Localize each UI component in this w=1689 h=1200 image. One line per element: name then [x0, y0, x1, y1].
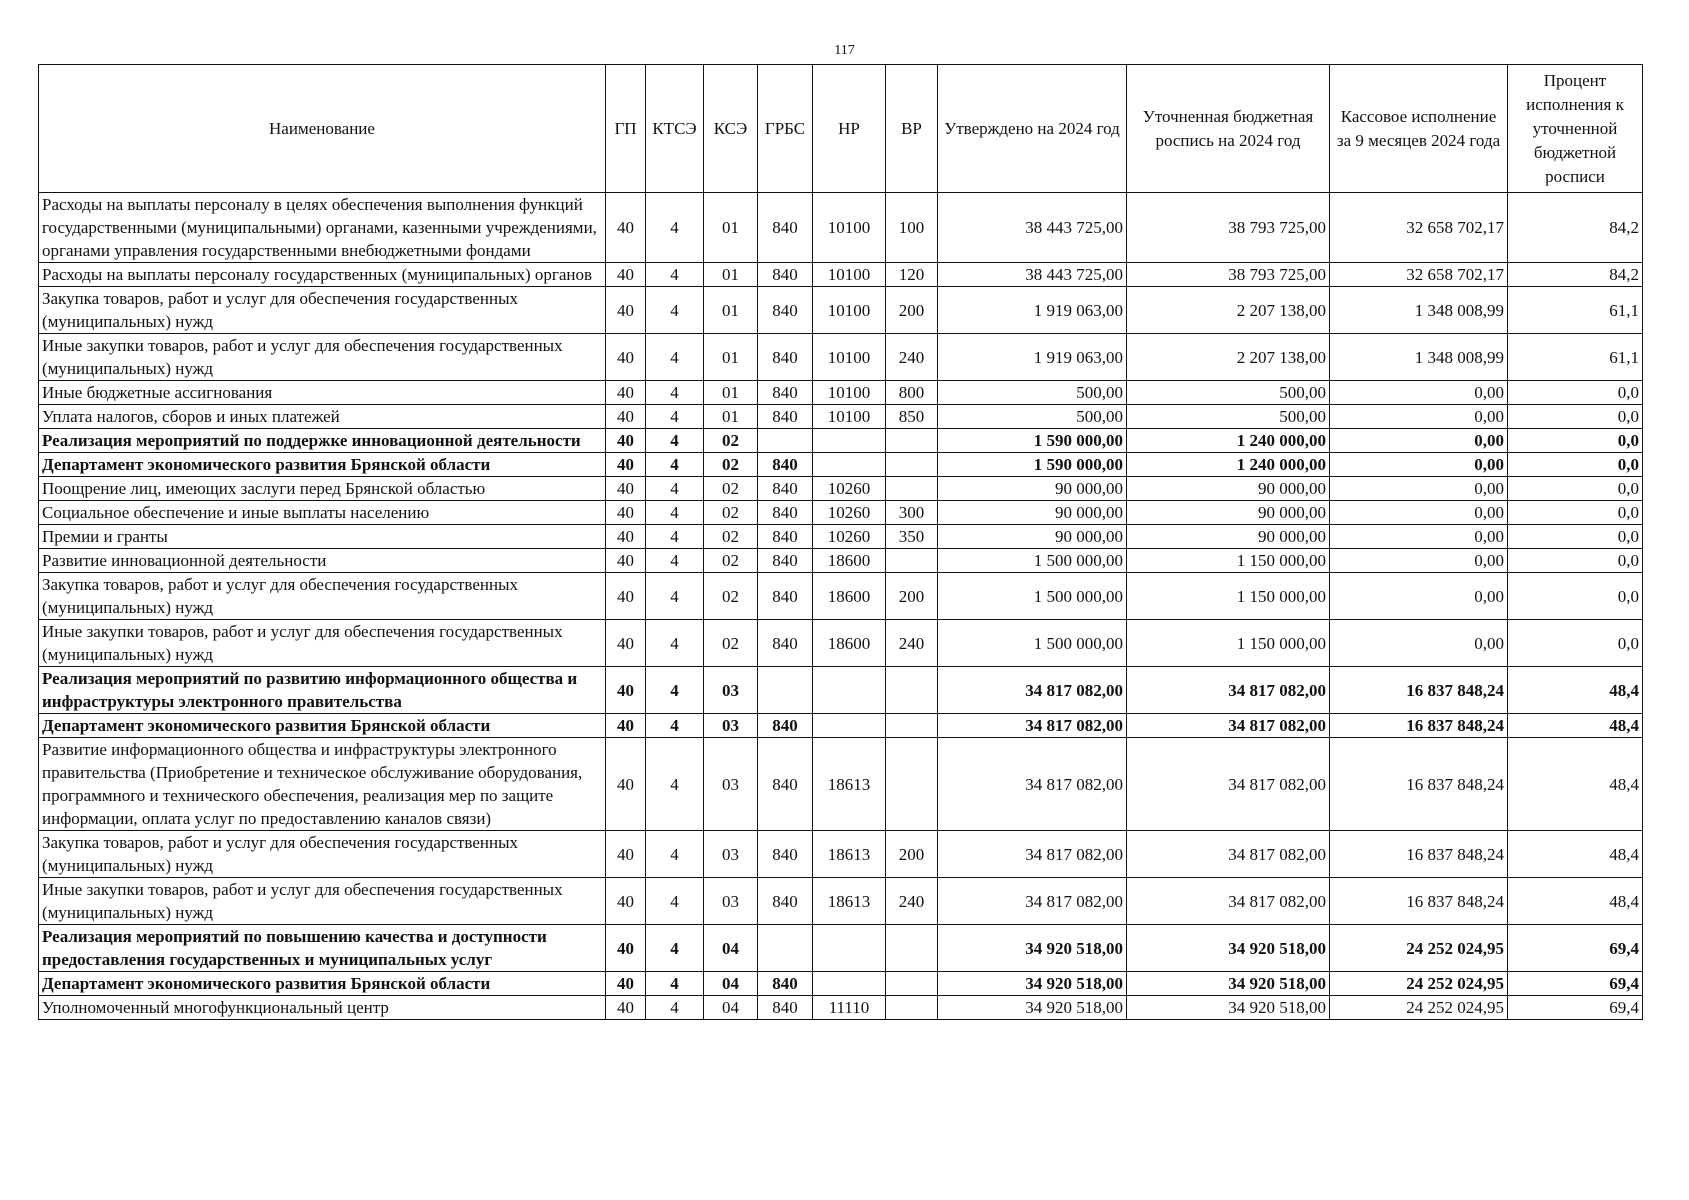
cell-refined: 34 817 082,00 — [1127, 714, 1330, 738]
table-row — [39, 878, 1643, 925]
cell-name: Поощрение лиц, имеющих заслуги перед Брянской областью — [39, 477, 606, 501]
cell-gp: 40 — [606, 972, 646, 996]
cell-refined: 90 000,00 — [1127, 501, 1330, 525]
cell-refined: 500,00 — [1127, 381, 1330, 405]
table-row — [39, 831, 1643, 878]
cell-grbs — [758, 429, 813, 453]
cell-percent: 0,0 — [1508, 405, 1643, 429]
cell-kse: 03 — [704, 738, 758, 831]
cell-approved: 90 000,00 — [938, 477, 1127, 501]
cell-name: Реализация мероприятий по развитию информационного общества и инфраструктуры электронного правительства — [39, 667, 606, 714]
cell-kse: 01 — [704, 381, 758, 405]
cell-vr — [886, 429, 938, 453]
cell-name: Премии и гранты — [39, 525, 606, 549]
cell-approved: 1 919 063,00 — [938, 287, 1127, 334]
cell-approved: 1 500 000,00 — [938, 620, 1127, 667]
cell-gp: 40 — [606, 334, 646, 381]
cell-grbs — [758, 925, 813, 972]
cell-ktse: 4 — [646, 453, 704, 477]
cell-cash: 16 837 848,24 — [1330, 878, 1508, 925]
cell-vr: 100 — [886, 193, 938, 263]
cell-gp: 40 — [606, 429, 646, 453]
cell-gp: 40 — [606, 714, 646, 738]
cell-kse: 01 — [704, 287, 758, 334]
table-row — [39, 738, 1643, 831]
cell-cash: 0,00 — [1330, 573, 1508, 620]
cell-percent: 0,0 — [1508, 453, 1643, 477]
cell-approved: 1 500 000,00 — [938, 573, 1127, 620]
cell-vr — [886, 477, 938, 501]
cell-nr: 10100 — [813, 405, 886, 429]
cell-grbs: 840 — [758, 831, 813, 878]
cell-percent: 84,2 — [1508, 193, 1643, 263]
header-row — [39, 65, 1643, 193]
cell-gp: 40 — [606, 193, 646, 263]
cell-name: Закупка товаров, работ и услуг для обеспечения государственных (муниципальных) нужд — [39, 287, 606, 334]
cell-gp: 40 — [606, 381, 646, 405]
cell-refined: 1 150 000,00 — [1127, 620, 1330, 667]
cell-approved: 1 919 063,00 — [938, 334, 1127, 381]
cell-percent: 69,4 — [1508, 972, 1643, 996]
cell-percent: 0,0 — [1508, 573, 1643, 620]
cell-approved: 34 920 518,00 — [938, 925, 1127, 972]
budget-table — [38, 64, 1643, 1020]
cell-cash: 16 837 848,24 — [1330, 667, 1508, 714]
cell-refined: 2 207 138,00 — [1127, 287, 1330, 334]
cell-kse: 03 — [704, 831, 758, 878]
cell-vr: 850 — [886, 405, 938, 429]
cell-grbs: 840 — [758, 972, 813, 996]
cell-gp: 40 — [606, 878, 646, 925]
cell-grbs: 840 — [758, 878, 813, 925]
cell-approved: 34 817 082,00 — [938, 878, 1127, 925]
table-row — [39, 972, 1643, 996]
cell-gp: 40 — [606, 263, 646, 287]
table-row — [39, 549, 1643, 573]
header-grbs: ГРБС — [758, 65, 813, 193]
cell-ktse: 4 — [646, 714, 704, 738]
cell-nr: 18600 — [813, 573, 886, 620]
cell-approved: 34 817 082,00 — [938, 831, 1127, 878]
cell-kse: 04 — [704, 972, 758, 996]
cell-name: Иные закупки товаров, работ и услуг для обеспечения государственных (муниципальных) нужд — [39, 334, 606, 381]
cell-name: Развитие инновационной деятельности — [39, 549, 606, 573]
cell-nr: 18613 — [813, 738, 886, 831]
cell-grbs: 840 — [758, 263, 813, 287]
cell-approved: 500,00 — [938, 405, 1127, 429]
cell-name: Иные бюджетные ассигнования — [39, 381, 606, 405]
cell-ktse: 4 — [646, 381, 704, 405]
cell-kse: 02 — [704, 620, 758, 667]
cell-percent: 61,1 — [1508, 334, 1643, 381]
cell-gp: 40 — [606, 573, 646, 620]
cell-kse: 04 — [704, 996, 758, 1020]
cell-ktse: 4 — [646, 263, 704, 287]
header-cash: Кассовое исполнение за 9 месяцев 2024 года — [1330, 65, 1508, 193]
cell-grbs: 840 — [758, 996, 813, 1020]
cell-vr: 240 — [886, 620, 938, 667]
cell-refined: 34 817 082,00 — [1127, 831, 1330, 878]
cell-name: Уплата налогов, сборов и иных платежей — [39, 405, 606, 429]
cell-nr: 10260 — [813, 525, 886, 549]
cell-grbs: 840 — [758, 525, 813, 549]
cell-name: Уполномоченный многофункциональный центр — [39, 996, 606, 1020]
cell-percent: 48,4 — [1508, 831, 1643, 878]
cell-approved: 34 817 082,00 — [938, 738, 1127, 831]
cell-vr — [886, 972, 938, 996]
cell-kse: 02 — [704, 501, 758, 525]
cell-cash: 0,00 — [1330, 525, 1508, 549]
header-vr: ВР — [886, 65, 938, 193]
cell-grbs: 840 — [758, 287, 813, 334]
cell-approved: 500,00 — [938, 381, 1127, 405]
cell-refined: 1 150 000,00 — [1127, 549, 1330, 573]
cell-gp: 40 — [606, 667, 646, 714]
cell-grbs — [758, 667, 813, 714]
cell-nr: 18613 — [813, 878, 886, 925]
cell-percent: 0,0 — [1508, 477, 1643, 501]
cell-percent: 0,0 — [1508, 525, 1643, 549]
cell-percent: 0,0 — [1508, 429, 1643, 453]
cell-kse: 02 — [704, 477, 758, 501]
header-percent: Процент исполнения к уточненной бюджетной росписи — [1508, 65, 1643, 193]
cell-kse: 03 — [704, 667, 758, 714]
table-row — [39, 573, 1643, 620]
cell-name: Закупка товаров, работ и услуг для обеспечения государственных (муниципальных) нужд — [39, 573, 606, 620]
cell-ktse: 4 — [646, 667, 704, 714]
cell-approved: 90 000,00 — [938, 525, 1127, 549]
header-refined: Уточненная бюджетная роспись на 2024 год — [1127, 65, 1330, 193]
cell-ktse: 4 — [646, 405, 704, 429]
cell-approved: 1 590 000,00 — [938, 453, 1127, 477]
cell-grbs: 840 — [758, 714, 813, 738]
cell-percent: 48,4 — [1508, 667, 1643, 714]
cell-ktse: 4 — [646, 429, 704, 453]
cell-gp: 40 — [606, 287, 646, 334]
cell-ktse: 4 — [646, 549, 704, 573]
cell-cash: 32 658 702,17 — [1330, 193, 1508, 263]
cell-kse: 01 — [704, 263, 758, 287]
cell-cash: 1 348 008,99 — [1330, 334, 1508, 381]
cell-ktse: 4 — [646, 972, 704, 996]
cell-ktse: 4 — [646, 501, 704, 525]
cell-ktse: 4 — [646, 620, 704, 667]
cell-vr — [886, 453, 938, 477]
table-row — [39, 996, 1643, 1020]
cell-grbs: 840 — [758, 573, 813, 620]
page-number: 117 — [834, 43, 855, 58]
cell-gp: 40 — [606, 501, 646, 525]
cell-nr: 10260 — [813, 477, 886, 501]
cell-vr: 120 — [886, 263, 938, 287]
header-ktse: КТСЭ — [646, 65, 704, 193]
cell-cash: 0,00 — [1330, 429, 1508, 453]
cell-approved: 90 000,00 — [938, 501, 1127, 525]
cell-nr — [813, 714, 886, 738]
cell-vr: 200 — [886, 287, 938, 334]
cell-ktse: 4 — [646, 925, 704, 972]
cell-nr — [813, 453, 886, 477]
cell-kse: 03 — [704, 714, 758, 738]
cell-nr: 10100 — [813, 193, 886, 263]
cell-cash: 24 252 024,95 — [1330, 925, 1508, 972]
cell-refined: 90 000,00 — [1127, 477, 1330, 501]
cell-gp: 40 — [606, 405, 646, 429]
cell-grbs: 840 — [758, 620, 813, 667]
cell-name: Иные закупки товаров, работ и услуг для обеспечения государственных (муниципальных) нужд — [39, 878, 606, 925]
cell-name: Развитие информационного общества и инфраструктуры электронного правительства (Приобретение и техническое обслуживание оборудования, программного и технического обеспечения, реализация мер по защите информации, оплата услуг по предоставлению каналов связи) — [39, 738, 606, 831]
table-row — [39, 193, 1643, 263]
cell-approved: 38 443 725,00 — [938, 263, 1127, 287]
cell-nr: 10100 — [813, 287, 886, 334]
cell-cash: 0,00 — [1330, 501, 1508, 525]
cell-name: Расходы на выплаты персоналу государственных (муниципальных) органов — [39, 263, 606, 287]
cell-kse: 01 — [704, 193, 758, 263]
cell-gp: 40 — [606, 453, 646, 477]
table-row — [39, 381, 1643, 405]
table-row — [39, 334, 1643, 381]
cell-percent: 84,2 — [1508, 263, 1643, 287]
cell-kse: 02 — [704, 573, 758, 620]
cell-percent: 69,4 — [1508, 996, 1643, 1020]
cell-refined: 38 793 725,00 — [1127, 263, 1330, 287]
header-nr: НР — [813, 65, 886, 193]
cell-vr — [886, 714, 938, 738]
cell-approved: 38 443 725,00 — [938, 193, 1127, 263]
cell-refined: 34 920 518,00 — [1127, 996, 1330, 1020]
cell-percent: 69,4 — [1508, 925, 1643, 972]
cell-nr: 10100 — [813, 263, 886, 287]
cell-name: Расходы на выплаты персоналу в целях обеспечения выполнения функций государственными (муниципальными) органами, казенными учреждениями, органами управления государственными внебюджетными фондами — [39, 193, 606, 263]
cell-vr — [886, 738, 938, 831]
cell-ktse: 4 — [646, 573, 704, 620]
cell-ktse: 4 — [646, 334, 704, 381]
cell-grbs: 840 — [758, 549, 813, 573]
cell-gp: 40 — [606, 925, 646, 972]
cell-cash: 16 837 848,24 — [1330, 831, 1508, 878]
table-row — [39, 287, 1643, 334]
cell-nr: 18600 — [813, 549, 886, 573]
cell-grbs: 840 — [758, 738, 813, 831]
cell-name: Реализация мероприятий по повышению качества и доступности предоставления государственных и муниципальных услуг — [39, 925, 606, 972]
cell-cash: 0,00 — [1330, 620, 1508, 667]
cell-refined: 34 817 082,00 — [1127, 667, 1330, 714]
cell-cash: 24 252 024,95 — [1330, 996, 1508, 1020]
cell-name: Реализация мероприятий по поддержке инновационной деятельности — [39, 429, 606, 453]
cell-cash: 0,00 — [1330, 405, 1508, 429]
table-row — [39, 525, 1643, 549]
cell-kse: 03 — [704, 878, 758, 925]
cell-percent: 61,1 — [1508, 287, 1643, 334]
table-row — [39, 477, 1643, 501]
cell-gp: 40 — [606, 549, 646, 573]
cell-name: Департамент экономического развития Брянской области — [39, 972, 606, 996]
table-row — [39, 925, 1643, 972]
cell-gp: 40 — [606, 996, 646, 1020]
cell-grbs: 840 — [758, 405, 813, 429]
cell-nr — [813, 972, 886, 996]
cell-ktse: 4 — [646, 996, 704, 1020]
cell-name: Департамент экономического развития Брянской области — [39, 453, 606, 477]
cell-percent: 0,0 — [1508, 501, 1643, 525]
cell-cash: 0,00 — [1330, 453, 1508, 477]
table-body — [39, 193, 1643, 1020]
cell-ktse: 4 — [646, 477, 704, 501]
cell-grbs: 840 — [758, 193, 813, 263]
cell-cash: 24 252 024,95 — [1330, 972, 1508, 996]
cell-gp: 40 — [606, 738, 646, 831]
cell-ktse: 4 — [646, 287, 704, 334]
cell-vr — [886, 667, 938, 714]
header-gp: ГП — [606, 65, 646, 193]
header-approved: Утверждено на 2024 год — [938, 65, 1127, 193]
cell-refined: 1 150 000,00 — [1127, 573, 1330, 620]
cell-gp: 40 — [606, 477, 646, 501]
cell-vr — [886, 925, 938, 972]
cell-cash: 0,00 — [1330, 477, 1508, 501]
cell-vr: 240 — [886, 878, 938, 925]
cell-cash: 16 837 848,24 — [1330, 714, 1508, 738]
cell-refined: 34 920 518,00 — [1127, 925, 1330, 972]
cell-approved: 34 920 518,00 — [938, 996, 1127, 1020]
table-row — [39, 429, 1643, 453]
cell-refined: 34 817 082,00 — [1127, 738, 1330, 831]
cell-name: Закупка товаров, работ и услуг для обеспечения государственных (муниципальных) нужд — [39, 831, 606, 878]
cell-nr — [813, 667, 886, 714]
cell-vr: 800 — [886, 381, 938, 405]
cell-nr: 10100 — [813, 381, 886, 405]
cell-refined: 1 240 000,00 — [1127, 453, 1330, 477]
cell-refined: 38 793 725,00 — [1127, 193, 1330, 263]
cell-kse: 02 — [704, 453, 758, 477]
cell-cash: 16 837 848,24 — [1330, 738, 1508, 831]
cell-percent: 48,4 — [1508, 738, 1643, 831]
cell-nr: 18600 — [813, 620, 886, 667]
cell-vr: 200 — [886, 831, 938, 878]
cell-kse: 02 — [704, 549, 758, 573]
cell-gp: 40 — [606, 620, 646, 667]
cell-kse: 01 — [704, 405, 758, 429]
cell-grbs: 840 — [758, 501, 813, 525]
cell-ktse: 4 — [646, 738, 704, 831]
header-name: Наименование — [39, 65, 606, 193]
cell-grbs: 840 — [758, 381, 813, 405]
cell-vr: 300 — [886, 501, 938, 525]
cell-vr: 350 — [886, 525, 938, 549]
cell-kse: 01 — [704, 334, 758, 381]
cell-kse: 04 — [704, 925, 758, 972]
cell-name: Социальное обеспечение и иные выплаты населению — [39, 501, 606, 525]
cell-refined: 90 000,00 — [1127, 525, 1330, 549]
table-row — [39, 405, 1643, 429]
cell-nr: 10100 — [813, 334, 886, 381]
cell-percent: 0,0 — [1508, 381, 1643, 405]
cell-cash: 0,00 — [1330, 549, 1508, 573]
cell-vr: 200 — [886, 573, 938, 620]
table-row — [39, 714, 1643, 738]
cell-percent: 48,4 — [1508, 878, 1643, 925]
cell-cash: 1 348 008,99 — [1330, 287, 1508, 334]
cell-vr — [886, 996, 938, 1020]
cell-vr — [886, 549, 938, 573]
cell-gp: 40 — [606, 525, 646, 549]
table-row — [39, 453, 1643, 477]
cell-vr: 240 — [886, 334, 938, 381]
cell-percent: 48,4 — [1508, 714, 1643, 738]
cell-nr — [813, 925, 886, 972]
cell-nr: 10260 — [813, 501, 886, 525]
table-row — [39, 501, 1643, 525]
cell-percent: 0,0 — [1508, 620, 1643, 667]
cell-approved: 1 590 000,00 — [938, 429, 1127, 453]
table-row — [39, 263, 1643, 287]
cell-refined: 34 817 082,00 — [1127, 878, 1330, 925]
cell-refined: 1 240 000,00 — [1127, 429, 1330, 453]
cell-ktse: 4 — [646, 193, 704, 263]
cell-refined: 500,00 — [1127, 405, 1330, 429]
cell-percent: 0,0 — [1508, 549, 1643, 573]
cell-kse: 02 — [704, 429, 758, 453]
cell-approved: 1 500 000,00 — [938, 549, 1127, 573]
cell-refined: 2 207 138,00 — [1127, 334, 1330, 381]
cell-grbs: 840 — [758, 334, 813, 381]
cell-nr: 11110 — [813, 996, 886, 1020]
header-kse: КСЭ — [704, 65, 758, 193]
cell-name: Иные закупки товаров, работ и услуг для обеспечения государственных (муниципальных) нужд — [39, 620, 606, 667]
cell-grbs: 840 — [758, 453, 813, 477]
cell-approved: 34 920 518,00 — [938, 972, 1127, 996]
cell-nr: 18613 — [813, 831, 886, 878]
table-row — [39, 667, 1643, 714]
cell-approved: 34 817 082,00 — [938, 714, 1127, 738]
cell-ktse: 4 — [646, 831, 704, 878]
table-row — [39, 620, 1643, 667]
cell-grbs: 840 — [758, 477, 813, 501]
cell-cash: 0,00 — [1330, 381, 1508, 405]
cell-kse: 02 — [704, 525, 758, 549]
cell-name: Департамент экономического развития Брянской области — [39, 714, 606, 738]
cell-nr — [813, 429, 886, 453]
cell-ktse: 4 — [646, 878, 704, 925]
cell-approved: 34 817 082,00 — [938, 667, 1127, 714]
cell-gp: 40 — [606, 831, 646, 878]
cell-cash: 32 658 702,17 — [1330, 263, 1508, 287]
cell-refined: 34 920 518,00 — [1127, 972, 1330, 996]
cell-ktse: 4 — [646, 525, 704, 549]
